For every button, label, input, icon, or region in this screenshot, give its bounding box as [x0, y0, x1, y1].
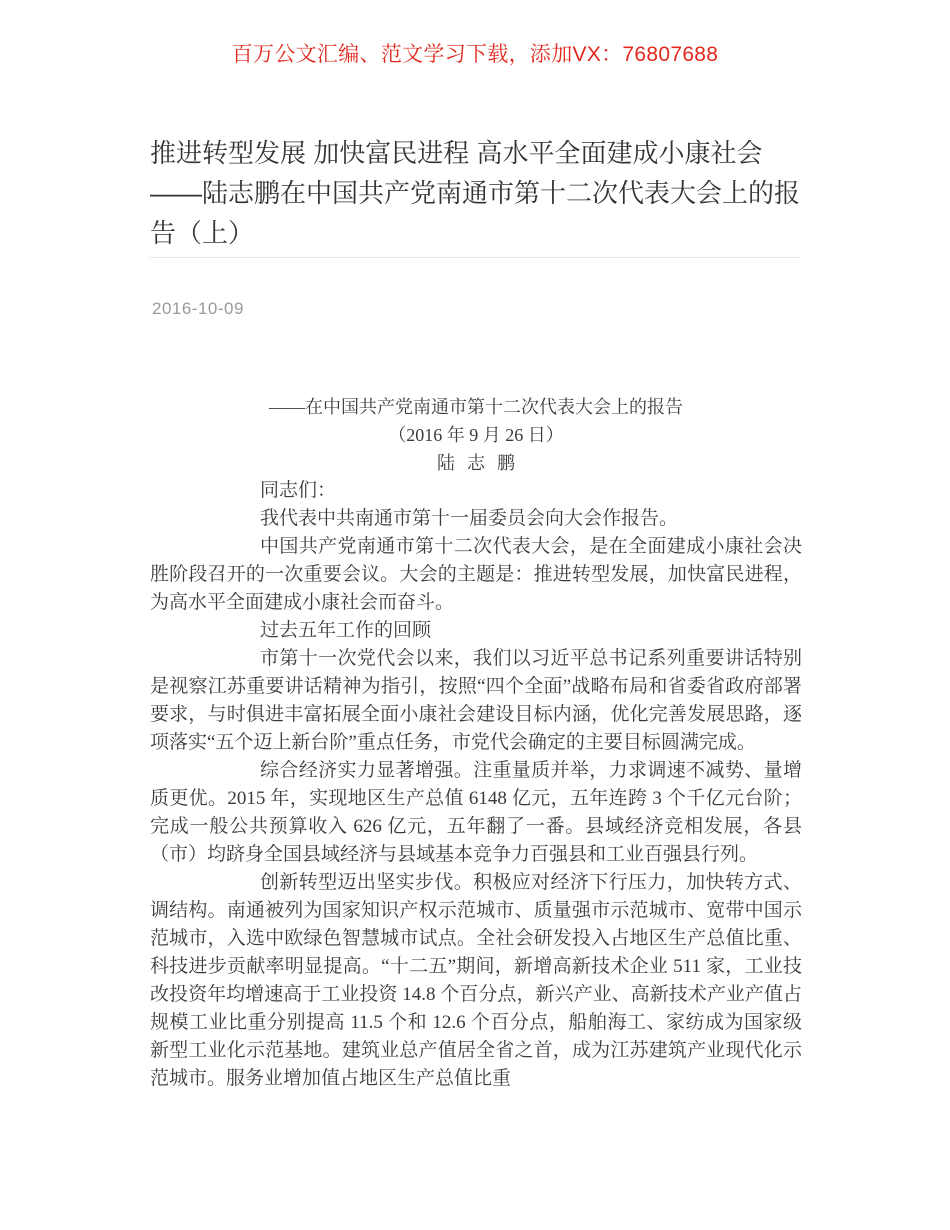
document-paragraph: 同志们：: [260, 480, 337, 501]
document-author: 陆志鹏: [437, 453, 527, 473]
document-date: （2016 年 9 月 26 日）: [388, 425, 564, 445]
document-paragraph: 中国共产党南通市第十二次代表大会，是在全面建成小康社会决胜阶段召开的一次重要会议。大会的主题是：推进转型发展，加快富民进程，为高水平全面建成小康社会而奋斗。: [150, 536, 802, 613]
promo-banner-text: 百万公文汇编、范文学习下载，添加VX：76807688: [231, 43, 719, 66]
article-header: [150, 133, 800, 253]
document-paragraph: 综合经济实力显著增强。注重量质并举，力求调速不减势、量增质更优。2015 年，实现地区生产总值 6148 亿元，五年连跨 3 个千亿元台阶；完成一般公共预算收入 626 亿元，五年翻了一番。县域经济竞相发展，各县（市）均跻身全国县域经济与县域基本竞争力百强县和工业百强县行列。: [150, 760, 802, 865]
document-paragraph: 市第十一次党代会以来，我们以习近平总书记系列重要讲话特别是视察江苏重要讲话精神为指引，按照“四个全面”战略布局和省委省政府部署要求，与时俱进丰富拓展全面小康社会建设目标内涵，优化完善发展思路，逐项落实“五个迈上新台阶”重点任务，市党代会确定的主要目标圆满完成。: [150, 648, 802, 753]
page-title: 推进转型发展 加快富民进程 高水平全面建成小康社会——陆志鹏在中国共产党南通市第十二次代表大会上的报告（上）: [150, 138, 801, 248]
document-paragraph: 创新转型迈出坚实步伐。积极应对经济下行压力，加快转方式、调结构。南通被列为国家知识产权示范城市、质量强市示范城市、宽带中国示范城市，入选中欧绿色智慧城市试点。全社会研发投入占地区生产总值比重、科技进步贡献率明显提高。“十二五”期间，新增高新技术企业 511 家，工业技改投资年均增速高于工业投资 14.8 个百分点，新兴产业、高新技术产业产值占规模工业比重分别提高 11.5 个和 12.6 个百分点，船舶海工、家纺成为国家级新型工业化示范基地。建筑业总产值居全省之首，成为江苏建筑产业现代化示范城市。服务业增加值占地区生产总值比重: [150, 872, 802, 1089]
publish-date: 2016-10-09: [152, 299, 244, 318]
document-body: [150, 393, 802, 1093]
document-subtitle: ——在中国共产党南通市第十二次代表大会上的报告: [269, 397, 683, 417]
title-divider: [150, 257, 800, 258]
document-section-heading: 过去五年工作的回顾: [260, 620, 432, 641]
promo-banner: [0, 40, 950, 70]
document-paragraph: 我代表中共南通市第十一届委员会向大会作报告。: [260, 508, 679, 529]
